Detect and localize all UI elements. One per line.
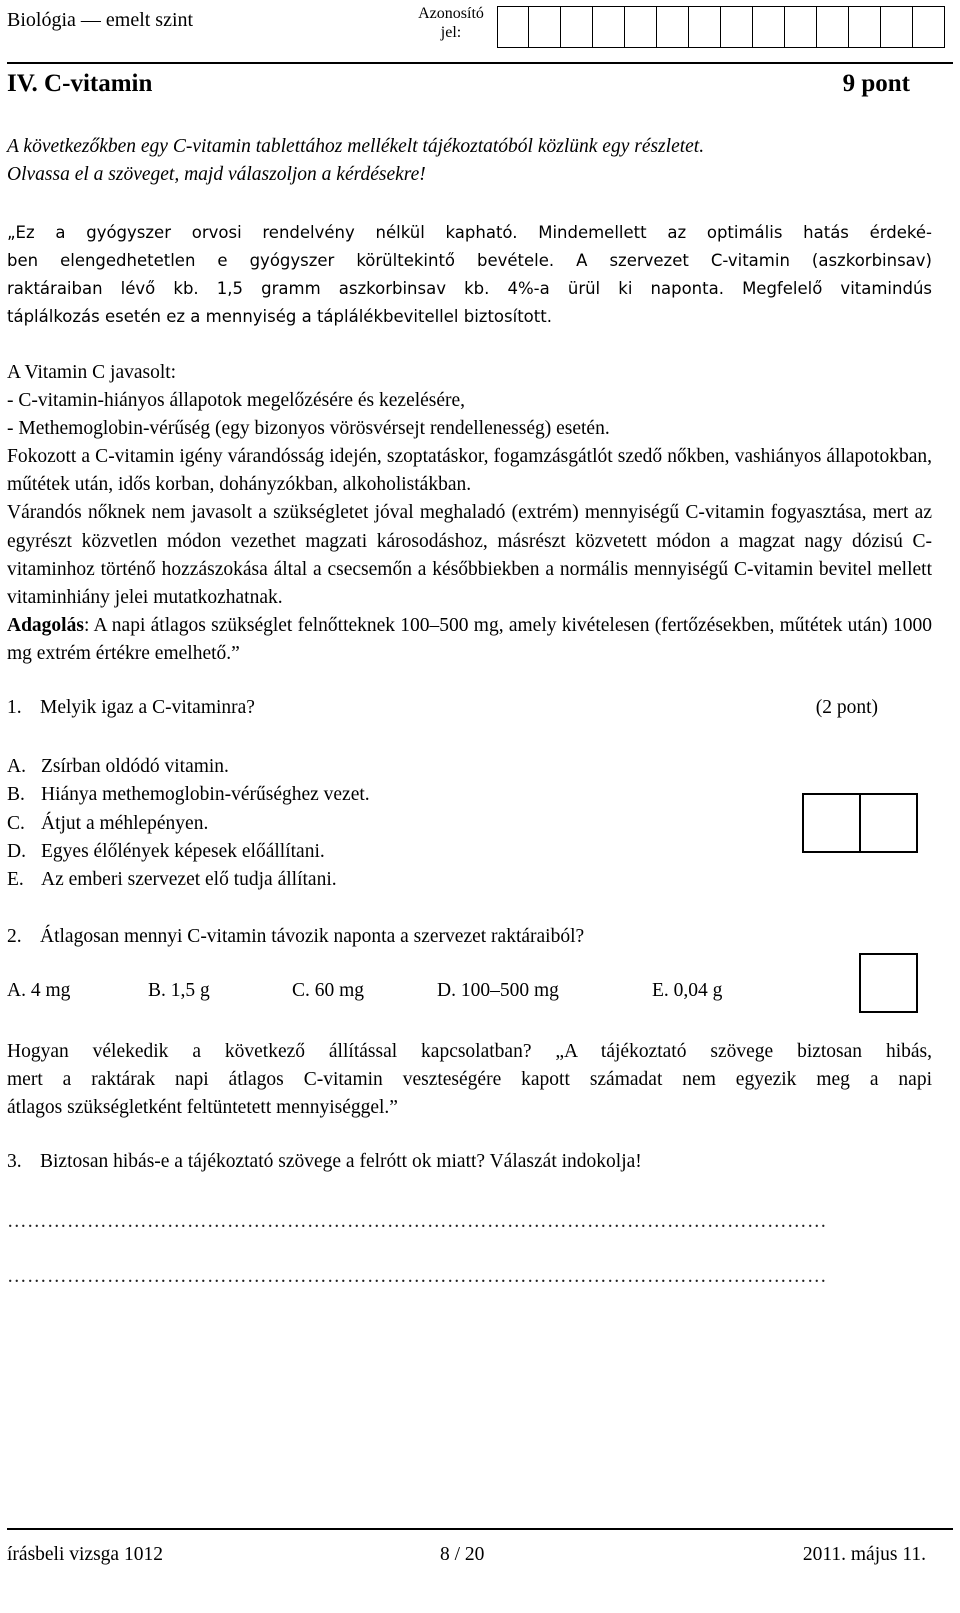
question-1 xyxy=(7,697,255,719)
option-row xyxy=(7,813,208,835)
recommend-heading: A Vitamin C javasolt: xyxy=(7,362,177,383)
statement-line: mert a raktárak napi átlagos C-vitamin veszteségére kapott számadat nem egyezik meg a napi xyxy=(7,1069,932,1090)
option: E. 0,04 g xyxy=(652,980,723,1001)
header-subject: Biológia — emelt szint xyxy=(7,9,194,31)
question-2 xyxy=(7,926,584,948)
option: A. 4 mg xyxy=(7,980,71,1001)
intro-text xyxy=(7,133,932,189)
question-number: 1. xyxy=(7,697,22,718)
section-title: IV. C-vitamin xyxy=(7,70,153,97)
footer-page-number: 8 / 20 xyxy=(440,1544,485,1565)
id-box[interactable] xyxy=(593,6,625,48)
id-box[interactable] xyxy=(529,6,561,48)
statement-line: Hogyan vélekedik a következő állítással kapcsolatban? „A tájékoztató szövege biztosan hibás, xyxy=(7,1041,932,1062)
question-number: 2. xyxy=(7,926,22,947)
id-box[interactable] xyxy=(785,6,817,48)
quote-line: ben elengedhetetlen e gyógyszer körültekintő bevétele. A szervezet C-vitamin (aszkorbinsav) xyxy=(7,251,932,270)
question-text: Melyik igaz a C-vitaminra? xyxy=(40,697,255,718)
option-letter: E. xyxy=(7,869,24,890)
header-rule xyxy=(7,62,953,64)
answer-box[interactable] xyxy=(859,793,918,853)
statement-line: átlagos szükségletként feltüntetett mennyiséggel.” xyxy=(7,1097,398,1118)
answer-box[interactable] xyxy=(802,793,861,853)
dosage-paragraph xyxy=(7,612,932,668)
footer-rule xyxy=(7,1528,953,1530)
section-points: 9 pont xyxy=(842,70,910,97)
question-text: Biztosan hibás-e a tájékoztató szövege a felrótt ok miatt? Válaszát indokolja! xyxy=(40,1151,642,1172)
leaflet-quote-serif xyxy=(7,359,932,668)
option-letter: A. xyxy=(7,756,26,777)
option-row xyxy=(7,869,337,891)
option-text: Egyes élőlények képesek előállítani. xyxy=(41,841,325,862)
recommend-item: - C-vitamin-hiányos állapotok megelőzésére és kezelésére, xyxy=(7,390,466,412)
dosage-text: : A napi átlagos szükséglet felnőtteknek 100–500 mg, amely kivételesen (fertőzésekben, műtétek után) 1000 mg extrém értékre emelhető.” xyxy=(7,614,932,664)
option-text: Átjut a méhlepényen. xyxy=(41,813,209,834)
id-box[interactable] xyxy=(689,6,721,48)
option: B. 1,5 g xyxy=(148,980,210,1001)
id-box[interactable] xyxy=(881,6,913,48)
option-text: Hiánya methemoglobin-vérűséghez vezet. xyxy=(41,784,370,805)
pregnancy-paragraph: Várandós nőknek nem javasolt a szükségletet jóval meghaladó (extrém) mennyiségű C-vitamin fogyasztása, mert az egyrészt közvetlen módon vezethet magzati károsodáshoz, másrészt közvetett módon a magzat nagy dózisú C-vitaminhoz történő hozzászokása által a csecsemőn a későbbiekben a normális mennyiségű C-vitamin bevitel mellett vitaminhiány jelei mutatkozhatnak. xyxy=(7,502,932,608)
option-row xyxy=(7,784,370,806)
option-letter: B. xyxy=(7,784,25,805)
answer-line[interactable]: …………………………………………………………………………………………………………… xyxy=(7,1211,827,1232)
intro-line: Olvassa el a szöveget, majd válaszoljon a kérdésekre! xyxy=(7,164,426,185)
id-boxes xyxy=(497,6,945,48)
option-text: Az emberi szervezet elő tudja állítani. xyxy=(41,869,337,890)
option: C. 60 mg xyxy=(292,980,365,1001)
question-3 xyxy=(7,1151,642,1173)
leaflet-quote-sans xyxy=(7,219,932,331)
footer-date: 2011. május 11. xyxy=(802,1544,926,1565)
statement-text xyxy=(7,1038,932,1122)
option-row xyxy=(7,841,325,863)
footer-exam-code: írásbeli vizsga 1012 xyxy=(7,1544,163,1565)
id-box[interactable] xyxy=(625,6,657,48)
id-box[interactable] xyxy=(913,6,945,48)
dosage-label: Adagolás xyxy=(7,614,84,636)
option-letter: D. xyxy=(7,841,26,862)
question-number: 3. xyxy=(7,1151,22,1172)
option-text: Zsírban oldódó vitamin. xyxy=(41,756,229,777)
id-box[interactable] xyxy=(657,6,689,48)
intro-line: A következőkben egy C-vitamin tablettához mellékelt tájékoztatóból közlünk egy részletet. xyxy=(7,136,705,157)
answer-line[interactable]: …………………………………………………………………………………………………………… xyxy=(7,1266,827,1287)
option-row xyxy=(7,756,229,778)
option: D. 100–500 mg xyxy=(437,980,559,1001)
id-box[interactable] xyxy=(817,6,849,48)
answer-box[interactable] xyxy=(859,953,918,1013)
quote-line: „Ez a gyógyszer orvosi rendelvény nélkül kapható. Mindemellett az optimális hatás érdeké- xyxy=(7,223,932,242)
id-box[interactable] xyxy=(849,6,881,48)
id-box[interactable] xyxy=(497,6,529,48)
option-letter: C. xyxy=(7,813,25,834)
increased-need-paragraph: Fokozott a C-vitamin igény várandósság idején, szoptatáskor, fogamzásgátlót szedő nőkben, vashiányos állapotokban, műtétek után, idős korban, dohányzókban, alkoholistákban. xyxy=(7,446,932,496)
id-box[interactable] xyxy=(721,6,753,48)
quote-line: raktáraiban lévő kb. 1,5 gramm aszkorbinsav kb. 4%-a ürül ki naponta. Megfelelő vitamindús xyxy=(7,279,932,298)
id-label: Azonosító jel: xyxy=(418,5,484,41)
quote-line: táplálkozás esetén ez a mennyiség a táplálékbevitellel biztosított. xyxy=(7,307,552,326)
recommend-item: - Methemoglobin-vérűség (egy bizonyos vörösvérsejt rendellenesség) esetén. xyxy=(7,418,610,440)
question-text: Átlagosan mennyi C-vitamin távozik naponta a szervezet raktáraiból? xyxy=(40,926,585,947)
id-box[interactable] xyxy=(561,6,593,48)
id-box[interactable] xyxy=(753,6,785,48)
question-1-points: (2 pont) xyxy=(815,697,878,718)
